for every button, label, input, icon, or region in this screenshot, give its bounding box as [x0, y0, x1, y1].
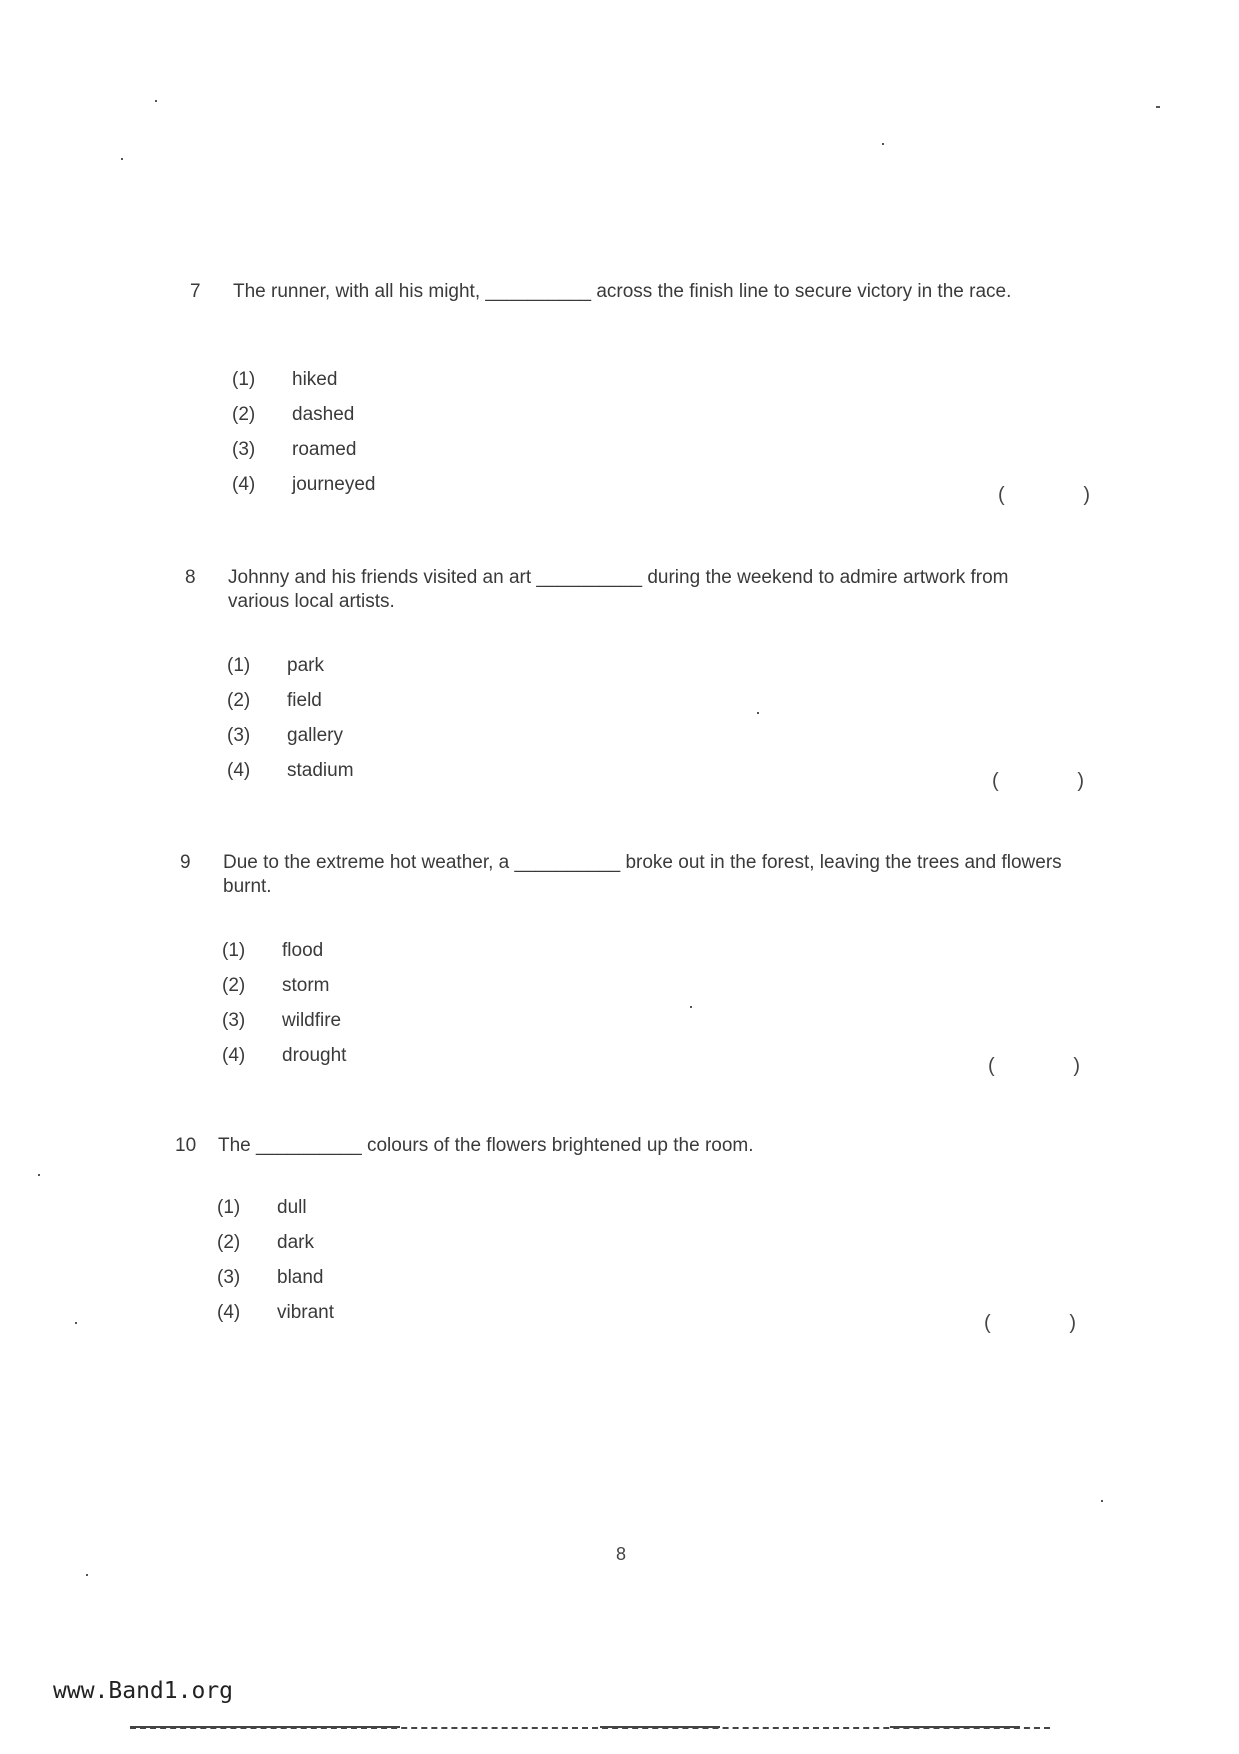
scan-speck: [86, 1574, 88, 1576]
scan-speck: [155, 100, 157, 102]
scan-speck: [882, 143, 884, 145]
option-label: (2): [232, 404, 256, 425]
option-label: (1): [217, 1197, 241, 1218]
option-label: (4): [217, 1302, 241, 1323]
footer-divider-solid: [130, 1726, 400, 1728]
question-number: 10: [175, 1135, 197, 1156]
option-label: (1): [232, 369, 256, 390]
scan-speck: [38, 1174, 40, 1176]
option-label: (2): [217, 1232, 241, 1253]
option-label: (2): [222, 975, 246, 996]
answer-box-7[interactable]: ( ): [998, 484, 1090, 506]
answer-box-9[interactable]: ( ): [988, 1055, 1080, 1077]
option-text: park: [287, 655, 324, 676]
option-text: roamed: [292, 439, 357, 460]
scan-speck: [75, 1322, 77, 1324]
option-label: (1): [227, 655, 251, 676]
option-label: (4): [222, 1045, 246, 1066]
option-label: (4): [232, 474, 256, 495]
option-text: field: [287, 690, 322, 711]
scan-speck: [1156, 106, 1160, 108]
option-text: flood: [282, 940, 324, 961]
option-text: dark: [277, 1232, 314, 1253]
option-text: dashed: [292, 404, 355, 425]
scan-speck: [690, 1006, 692, 1008]
question-text: The __________ colours of the flowers brightened up the room.: [218, 1135, 754, 1156]
option-label: (3): [227, 725, 251, 746]
option-label: (3): [222, 1010, 246, 1031]
option-label: (2): [227, 690, 251, 711]
option-label: (1): [222, 940, 246, 961]
question-number: 7: [190, 281, 201, 302]
option-text: journeyed: [292, 474, 376, 495]
option-label: (3): [217, 1267, 241, 1288]
footer-divider-solid: [890, 1726, 1020, 1728]
option-text: hiked: [292, 369, 338, 390]
option-text: dull: [277, 1197, 307, 1218]
scan-speck: [1101, 1500, 1103, 1502]
scan-speck: [757, 712, 759, 714]
answer-box-10[interactable]: ( ): [984, 1312, 1076, 1334]
option-text: stadium: [287, 760, 354, 781]
watermark: www.Band1.org: [53, 1678, 234, 1704]
option-text: bland: [277, 1267, 324, 1288]
option-text: gallery: [287, 725, 343, 746]
question-text: Johnny and his friends visited an art __________ during the weekend to admire artwork from various local artists.: [228, 567, 1009, 612]
option-text: storm: [282, 975, 330, 996]
option-text: drought: [282, 1045, 347, 1066]
option-text: wildfire: [282, 1010, 342, 1031]
scan-speck: [121, 158, 123, 160]
answer-box-8[interactable]: ( ): [992, 770, 1084, 792]
question-text: Due to the extreme hot weather, a __________ broke out in the forest, leaving the trees and flowers burnt.: [223, 852, 1062, 897]
question-text: The runner, with all his might, __________ across the finish line to secure victory in the race.: [233, 281, 1012, 302]
option-label: (3): [232, 439, 256, 460]
option-label: (4): [227, 760, 251, 781]
question-number: 9: [180, 852, 191, 873]
page-number: 8: [616, 1544, 627, 1564]
question-number: 8: [185, 567, 196, 588]
option-text: vibrant: [277, 1302, 335, 1323]
footer-divider-solid: [600, 1726, 720, 1728]
